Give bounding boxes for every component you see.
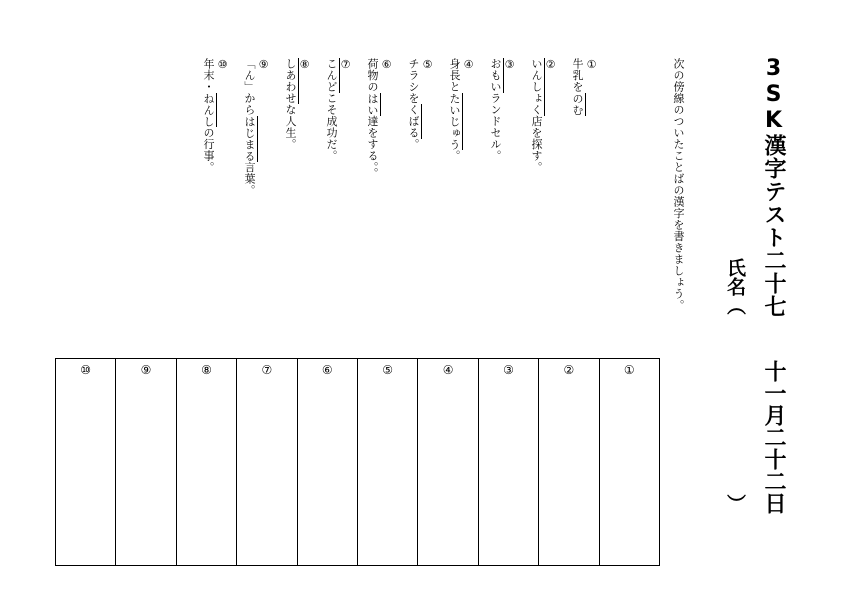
question-number: ⑦ <box>339 58 352 72</box>
answer-cell[interactable] <box>236 359 296 565</box>
question-item <box>405 58 434 150</box>
question-number: ⑤ <box>421 58 434 72</box>
underlined-reading: いんしょく <box>530 58 543 116</box>
question-text-before: 年末・ <box>202 58 215 93</box>
question-text-after: ランドセル。 <box>489 92 502 162</box>
question-item <box>241 58 270 196</box>
question-number: ③ <box>503 58 516 72</box>
question-number: ⑥ <box>380 58 393 72</box>
answer-cell[interactable] <box>56 359 115 565</box>
question-text-after: 店を探す。 <box>530 115 543 173</box>
answer-cell[interactable] <box>297 359 357 565</box>
answer-cell-number: ⑩ <box>80 363 92 377</box>
question-item <box>282 58 311 150</box>
question-text-after: の行事。 <box>202 127 215 173</box>
answer-cell[interactable] <box>357 359 417 565</box>
question-number: ② <box>544 58 557 72</box>
question-text-before: チラシを <box>407 58 420 104</box>
question-item <box>200 58 229 173</box>
name-close-paren: ） <box>724 494 746 513</box>
question-text-before: 「ん」から <box>243 58 256 116</box>
underlined-reading: こんど <box>325 58 338 93</box>
question-item <box>487 58 516 162</box>
instruction-text: 次の傍線のついたことばの漢字を書きましょう。 <box>672 58 685 311</box>
question-text-after: 。 <box>448 150 461 162</box>
answer-cell[interactable] <box>417 359 477 565</box>
question-number: ⑨ <box>257 58 270 72</box>
question-text-before: 身長と <box>448 58 461 93</box>
question-text-after: 言葉。 <box>243 161 256 196</box>
underlined-reading: しあわせ <box>284 58 297 104</box>
underlined-reading: ねんし <box>202 92 215 127</box>
answer-cell[interactable] <box>599 359 659 565</box>
answer-cell-number: ④ <box>442 363 454 377</box>
question-number: ⑧ <box>298 58 311 72</box>
answer-cell-number: ⑤ <box>382 363 394 377</box>
question-number: ④ <box>462 58 475 72</box>
question-text-after: 達をする。。 <box>366 115 379 179</box>
question-text-before: 牛乳を <box>571 58 584 93</box>
underlined-reading: くばる <box>407 104 420 139</box>
question-item <box>364 58 393 179</box>
question-item <box>569 58 598 116</box>
answer-cell-number: ① <box>623 363 635 377</box>
test-date: 十一月二十二日 <box>761 360 786 514</box>
underlined-reading: のむ <box>571 92 584 116</box>
question-text-after: な人生。 <box>284 104 297 150</box>
question-number: ⑩ <box>216 58 229 72</box>
underlined-reading: おもい <box>489 58 502 93</box>
question-number: ① <box>585 58 598 72</box>
question-item <box>528 58 557 173</box>
underlined-reading: はい <box>366 92 379 116</box>
answer-cell[interactable] <box>115 359 175 565</box>
answer-cell[interactable] <box>478 359 538 565</box>
name-label: 氏名（ <box>724 258 746 315</box>
question-item <box>446 58 475 162</box>
answer-cell[interactable] <box>538 359 598 565</box>
underlined-reading: はじまる <box>243 115 256 162</box>
answer-cell[interactable] <box>176 359 236 565</box>
answer-cell-number: ⑨ <box>140 363 152 377</box>
answer-cell-number: ⑧ <box>201 363 212 377</box>
question-text-after: 。 <box>407 138 420 150</box>
question-text-before: 荷物の <box>366 58 379 93</box>
underlined-reading: たいじゅう <box>448 92 461 150</box>
question-text-after: こそ成功だ。 <box>325 92 338 162</box>
answer-cell-number: ② <box>563 363 575 377</box>
answer-table <box>55 358 660 566</box>
answer-cell-number: ⑦ <box>261 363 273 377</box>
answer-cell-number: ⑥ <box>321 363 333 377</box>
test-title: 3SK漢字テスト二十七 <box>761 56 786 318</box>
question-item <box>323 58 352 162</box>
answer-cell-number: ③ <box>503 363 514 377</box>
